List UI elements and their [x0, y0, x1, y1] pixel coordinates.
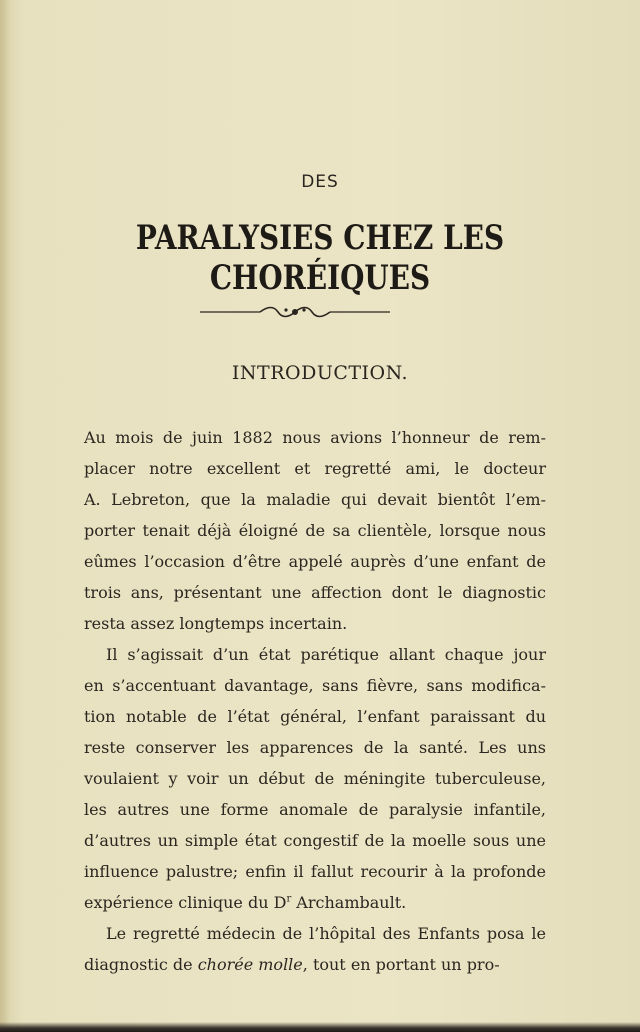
- title-prefix: DES: [301, 172, 339, 192]
- text-line: [84, 887, 546, 918]
- text-line: Il s’agissait d’un état parétique allant chaque jour: [106, 645, 546, 664]
- text-line: influence palustre; enfin il fallut recourir à la profonde: [84, 862, 546, 881]
- text-line: en s’accentuant davantage, sans fièvre, sans modifica-: [84, 676, 546, 695]
- text-fragment: , tout en portant un pro-: [302, 955, 500, 974]
- spine-shadow: [0, 0, 10, 1032]
- text-line: reste conserver les apparences de la santé. Les uns: [84, 738, 546, 757]
- text-fragment: diagnostic de: [84, 955, 198, 974]
- section-heading: INTRODUCTION.: [231, 362, 409, 384]
- text-line: les autres une forme anomale de paralysie infantile,: [84, 800, 546, 819]
- text-line: eûmes l’occasion d’être appelé auprès d’une enfant de: [84, 552, 546, 571]
- italic-term: chorée molle: [197, 955, 303, 974]
- text-line: d’autres un simple état congestif de la moelle sous une: [84, 831, 546, 850]
- decorative-rule-icon: [200, 304, 390, 320]
- text-line: Le regretté médecin de l’hôpital des Enfants posa le: [106, 924, 546, 943]
- text-fragment: Archambault.: [291, 893, 407, 912]
- text-line: Au mois de juin 1882 nous avions l’honneur de rem-: [84, 428, 546, 447]
- text-line: porter tenait déjà éloigné de sa clientèle, lorsque nous: [84, 521, 546, 540]
- body-text: [84, 422, 546, 980]
- text-line: resta assez longtemps incertain.: [84, 614, 348, 633]
- page-title: PARALYSIES CHEZ LES CHORÉIQUES: [135, 218, 505, 298]
- text-fragment: expérience clinique du D: [84, 893, 287, 912]
- text-line: voulaient y voir un début de méningite tuberculeuse,: [84, 769, 546, 788]
- page-bottom-edge: [0, 1022, 640, 1032]
- text-line: A. Lebreton, que la maladie qui devait bientôt l’em-: [84, 490, 546, 509]
- text-line: placer notre excellent et regretté ami, le docteur: [84, 459, 546, 478]
- text-line: tion notable de l’état général, l’enfant paraissant du: [84, 707, 546, 726]
- superscript: r: [286, 893, 292, 905]
- text-line: [84, 949, 546, 980]
- text-line: trois ans, présentant une affection dont le diagnostic: [84, 583, 546, 602]
